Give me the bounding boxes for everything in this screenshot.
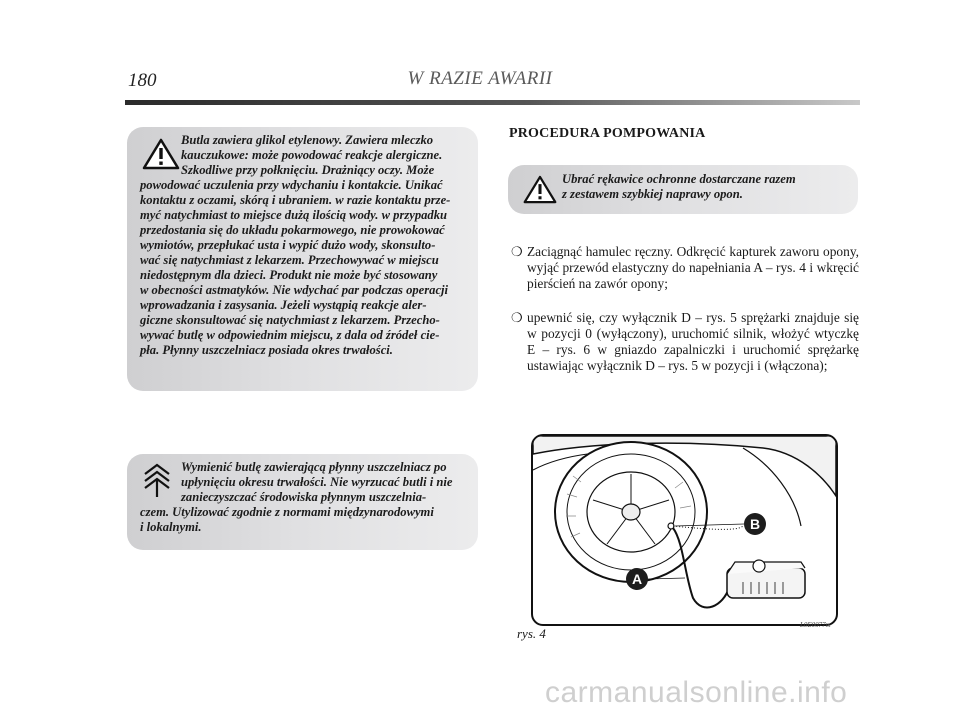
- warning-line: powodować uczulenia przy wdychaniu i kontakcie. Unikać: [140, 178, 443, 192]
- note-line: Wymienić butlę zawierającą płynny uszczelniacz po: [181, 460, 447, 474]
- warning-line: Szkodliwe przy połknięciu. Drażniący oczy. Może: [181, 163, 435, 177]
- gloves-warning-box: [508, 165, 858, 214]
- environment-tree-icon: [142, 462, 172, 498]
- note-line: zanieczyszczać środowiska płynnym uszczelnia-: [181, 490, 427, 504]
- figure-caption: rys. 4: [517, 626, 546, 641]
- chapter-title: W RAZIE AWARII: [407, 68, 553, 89]
- warning-line: wać się natychmiast z lekarzem. Przechowywać w miejscu: [140, 253, 439, 267]
- warning-line: Butla zawiera glikol etylenowy. Zawiera mleczko: [181, 133, 434, 147]
- note-line: czem. Utylizować zgodnie z normami międzynarodowymi: [140, 505, 434, 519]
- warning-line: wprowadzania i zasysania. Jeżeli wystąpią reakcje aler-: [140, 298, 427, 312]
- step-text: Zaciągnąć hamulec ręczny. Odkręcić kapturek zaworu opony, wyjąć przewód elastyczny do napełniania A – rys. 4 i wkręcić pierścień na zawór opony;: [527, 244, 859, 291]
- note-line: upłynięciu okresu trwałości. Nie wyrzucać butli i nie: [181, 475, 453, 489]
- warning-line: z zestawem szybkiej naprawy opon.: [562, 187, 743, 201]
- page-number: 180: [128, 70, 157, 91]
- figure-compressor-illustration: [531, 434, 838, 626]
- note-line: i lokalnymi.: [140, 520, 202, 534]
- callout-label-a: A: [631, 571, 643, 587]
- step-item: [511, 310, 859, 374]
- watermark: carmanualsonline.info: [545, 676, 848, 709]
- section-heading: PROCEDURA POMPOWANIA: [509, 126, 706, 141]
- warning-triangle-icon: [522, 174, 558, 205]
- warning-line: wywać butlę w odpowiednim miejscu, z dala od źródeł cie-: [140, 328, 440, 342]
- warning-line: przedostania się do układu pokarmowego, nie prowokować: [140, 223, 445, 237]
- bullet-icon: ❍: [511, 244, 523, 259]
- bullet-icon: ❍: [511, 310, 523, 325]
- callout-label-b: B: [749, 516, 761, 532]
- warning-line: w obecności astmatyków. Nie wdychać par podczas operacji: [140, 283, 449, 297]
- figure-code: L0E0077m: [800, 621, 831, 629]
- header-rule: [125, 100, 860, 105]
- step-item: [511, 244, 859, 292]
- hazard-warning-box: [127, 127, 478, 391]
- warning-line: niedostępnym dla dzieci. Produkt nie może być stosowany: [140, 268, 438, 282]
- warning-line: kontaktu z oczami, skórą i ubraniem. w razie kontaktu prze-: [140, 193, 451, 207]
- warning-line: Ubrać rękawice ochronne dostarczane razem: [562, 172, 796, 186]
- warning-triangle-icon: [141, 137, 181, 171]
- tyre-compressor-drawing: [533, 436, 836, 624]
- warning-line: pła. Płynny uszczelniacz posiada okres trwałości.: [140, 343, 393, 357]
- warning-line: kauczukowe: może powodować reakcje alergiczne.: [181, 148, 443, 162]
- warning-line: wymiotów, przepłukać usta i wypić dużo wody, skonsulto-: [140, 238, 436, 252]
- step-text: upewnić się, czy wyłącznik D – rys. 5 sprężarki znajduje się w pozycji 0 (wyłączony), uruchomić silnik, włożyć wtyczkę E – rys. 6 w gniazdo zapalniczki i uruchomić sprężarkę ustawiając wyłącznik D – rys. 5 w pozycji i (włączona);: [527, 310, 859, 373]
- environment-note-box: [127, 454, 478, 550]
- warning-line: myć natychmiast to miejsce dużą ilością wody. w przypadku: [140, 208, 448, 222]
- warning-line: giczne skonsultować się natychmiast z lekarzem. Przecho-: [140, 313, 440, 327]
